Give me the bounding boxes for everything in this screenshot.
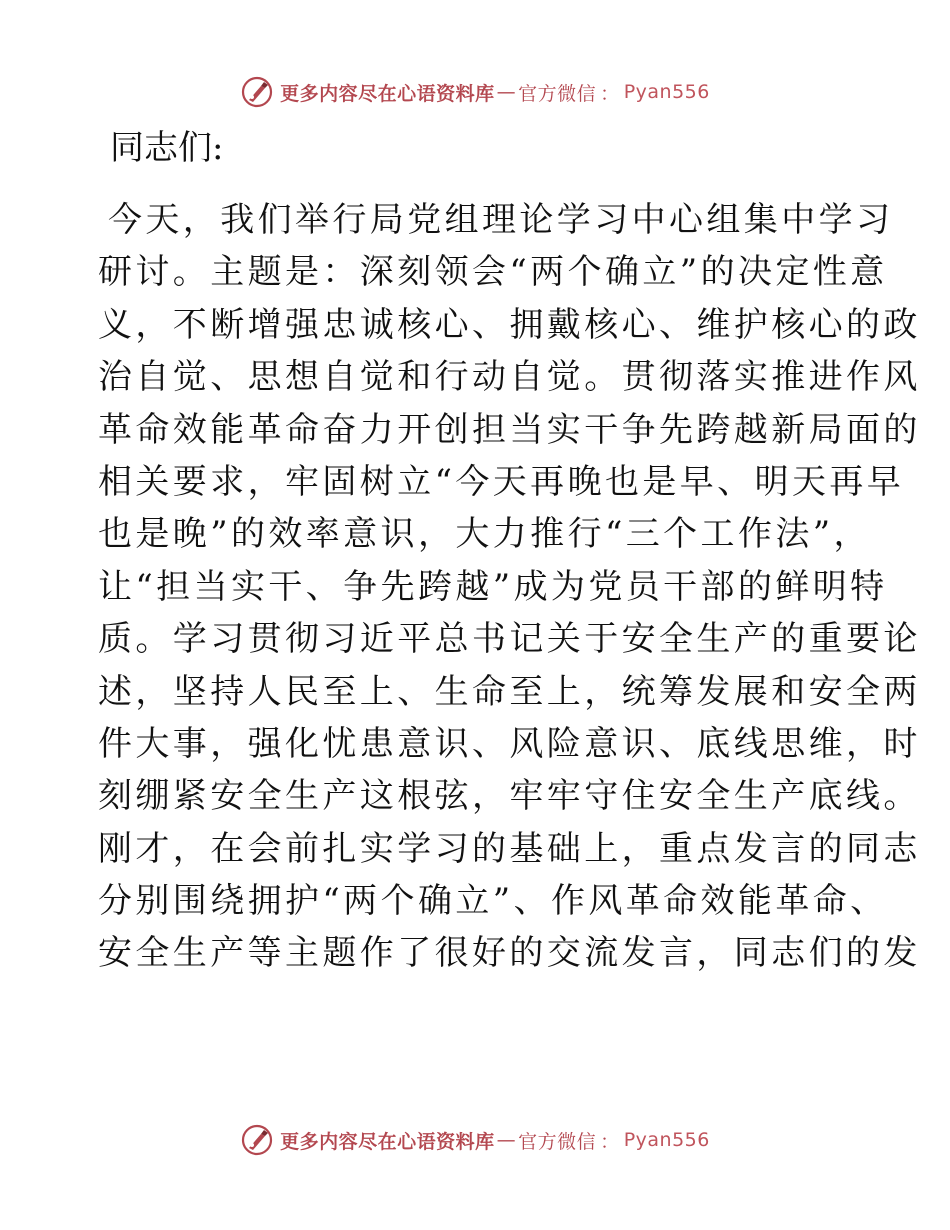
paragraph-line: 分别围绕拥护“两个确立”、作风革命效能革命、	[98, 881, 888, 922]
paragraph-line: 质。学习贯彻习近平总书记关于安全生产的重要论	[98, 619, 921, 660]
watermark-separator: ：	[600, 1130, 620, 1153]
paragraph	[98, 194, 921, 980]
paragraph-line: 件大事，强化忧患意识、风险意识、底线思维，时	[98, 723, 921, 764]
paragraph-line: 述，坚持人民至上、生命至上，统筹发展和安全两	[98, 671, 921, 712]
watermark-dash: —	[496, 81, 517, 103]
paragraph-line: 革命效能革命奋力开创担当实干争先跨越新局面的	[98, 409, 921, 450]
watermark-account: Pyan556	[623, 1129, 710, 1151]
paragraph-line: 今天，我们举行局党组理论学习中心组集中学习	[108, 200, 894, 240]
watermark-account: Pyan556	[623, 81, 710, 103]
document-body	[98, 122, 921, 980]
watermark-header	[0, 72, 950, 112]
watermark-footer	[0, 1120, 950, 1160]
paragraph-line: 治自觉、思想自觉和行动自觉。贯彻落实推进作风	[98, 357, 921, 398]
pen-nib-logo-icon	[240, 1123, 274, 1157]
watermark-slogan: 更多内容尽在心语资料库	[280, 1130, 495, 1153]
pen-nib-logo-icon	[240, 75, 274, 109]
paragraph-line: 刚才，在会前扎实学习的基础上，重点发言的同志	[98, 828, 921, 869]
paragraph-line: 让“担当实干、争先跨越”成为党员干部的鲜明特	[98, 566, 888, 607]
watermark-dash: —	[496, 1129, 517, 1151]
watermark-official-label: 官方微信	[518, 1130, 597, 1153]
salutation: 同志们:	[110, 128, 224, 168]
watermark-slogan: 更多内容尽在心语资料库	[280, 82, 495, 105]
paragraph-line: 研讨。主题是：深刻领会“两个确立”的决定性意	[98, 252, 888, 293]
watermark-official-label: 官方微信	[518, 82, 597, 105]
paragraph-line: 也是晚”的效率意识，大力推行“三个工作法”，	[98, 514, 871, 555]
paragraph-line: 义，不断增强忠诚核心、拥戴核心、维护核心的政	[98, 304, 921, 345]
paragraph-line: 相关要求，牢固树立“今天再晚也是早、明天再早	[98, 461, 905, 502]
paragraph-line: 安全生产等主题作了很好的交流发言，同志们的发	[98, 933, 921, 974]
watermark-separator: ：	[600, 82, 620, 105]
paragraph-line: 刻绷紧安全生产这根弦，牢牢守住安全生产底线。	[98, 776, 921, 817]
